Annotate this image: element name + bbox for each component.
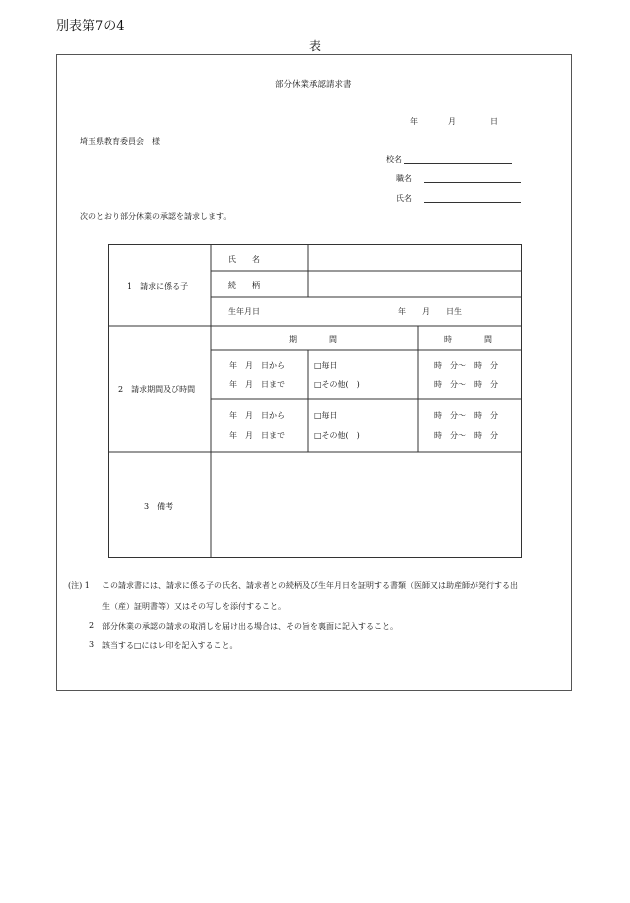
notes-prefix: (注) 1 [68,581,90,590]
time-range: 時 分〜 時 分 [434,361,498,370]
note-1-line-2: 生（産）証明書等）又はその写しを添付すること。 [102,602,286,611]
school-label: 校名 [386,155,402,164]
period-from: 年 月 日から [229,411,285,420]
name-label: 氏名 [396,194,412,203]
daily-checkbox[interactable]: □毎日 [314,411,338,420]
other-checkbox[interactable]: □その他( ) [314,431,360,440]
page-side-label: 表 [309,39,322,53]
note-2: 部分休業の承認の請求の取消しを届け出る場合は、その旨を裏面に記入すること。 [102,622,398,631]
period-header: 期 間 [289,335,337,344]
period-from: 年 月 日から [229,361,285,370]
time-range: 時 分〜 時 分 [434,380,498,389]
other-checkbox[interactable]: □その他( ) [314,380,360,389]
section1-label: 1 請求に係る子 [127,282,189,291]
name-field[interactable] [424,202,521,203]
period-to: 年 月 日まで [229,380,285,389]
child-birth-value: 年 月 日生 [398,307,462,316]
date-year-label: 年 [410,117,418,126]
note-3: 該当する□にはレ印を記入すること。 [102,641,238,650]
note-3-number: 3 [89,640,95,649]
form-number: 別表第7の4 [56,19,125,34]
date-day-label: 日 [490,117,498,126]
period-to: 年 月 日まで [229,431,285,440]
position-field[interactable] [424,182,521,183]
daily-checkbox[interactable]: □毎日 [314,361,338,370]
note-2-number: 2 [89,621,95,630]
section3-label: 3 備考 [144,502,174,511]
intro-text: 次のとおり部分休業の承認を請求します。 [80,212,232,221]
form-title: 部分休業承認請求書 [275,80,352,90]
position-label: 職名 [396,174,412,183]
time-range: 時 分〜 時 分 [434,431,498,440]
child-relation-label: 続 柄 [228,281,260,290]
addressee: 埼玉県教育委員会 様 [80,137,160,146]
date-month-label: 月 [448,117,456,126]
time-header: 時 間 [444,335,492,344]
time-range: 時 分〜 時 分 [434,411,498,420]
note-1-line-1: この請求書には、請求に係る子の氏名、請求者との続柄及び生年月日を証明する書類（医師又は助産師が発行する出 [102,581,518,590]
child-birth-label: 生年月日 [228,307,260,316]
school-field[interactable] [404,163,512,164]
section2-label: 2 請求期間及び時間 [118,385,196,394]
child-name-label: 氏 名 [228,255,260,264]
